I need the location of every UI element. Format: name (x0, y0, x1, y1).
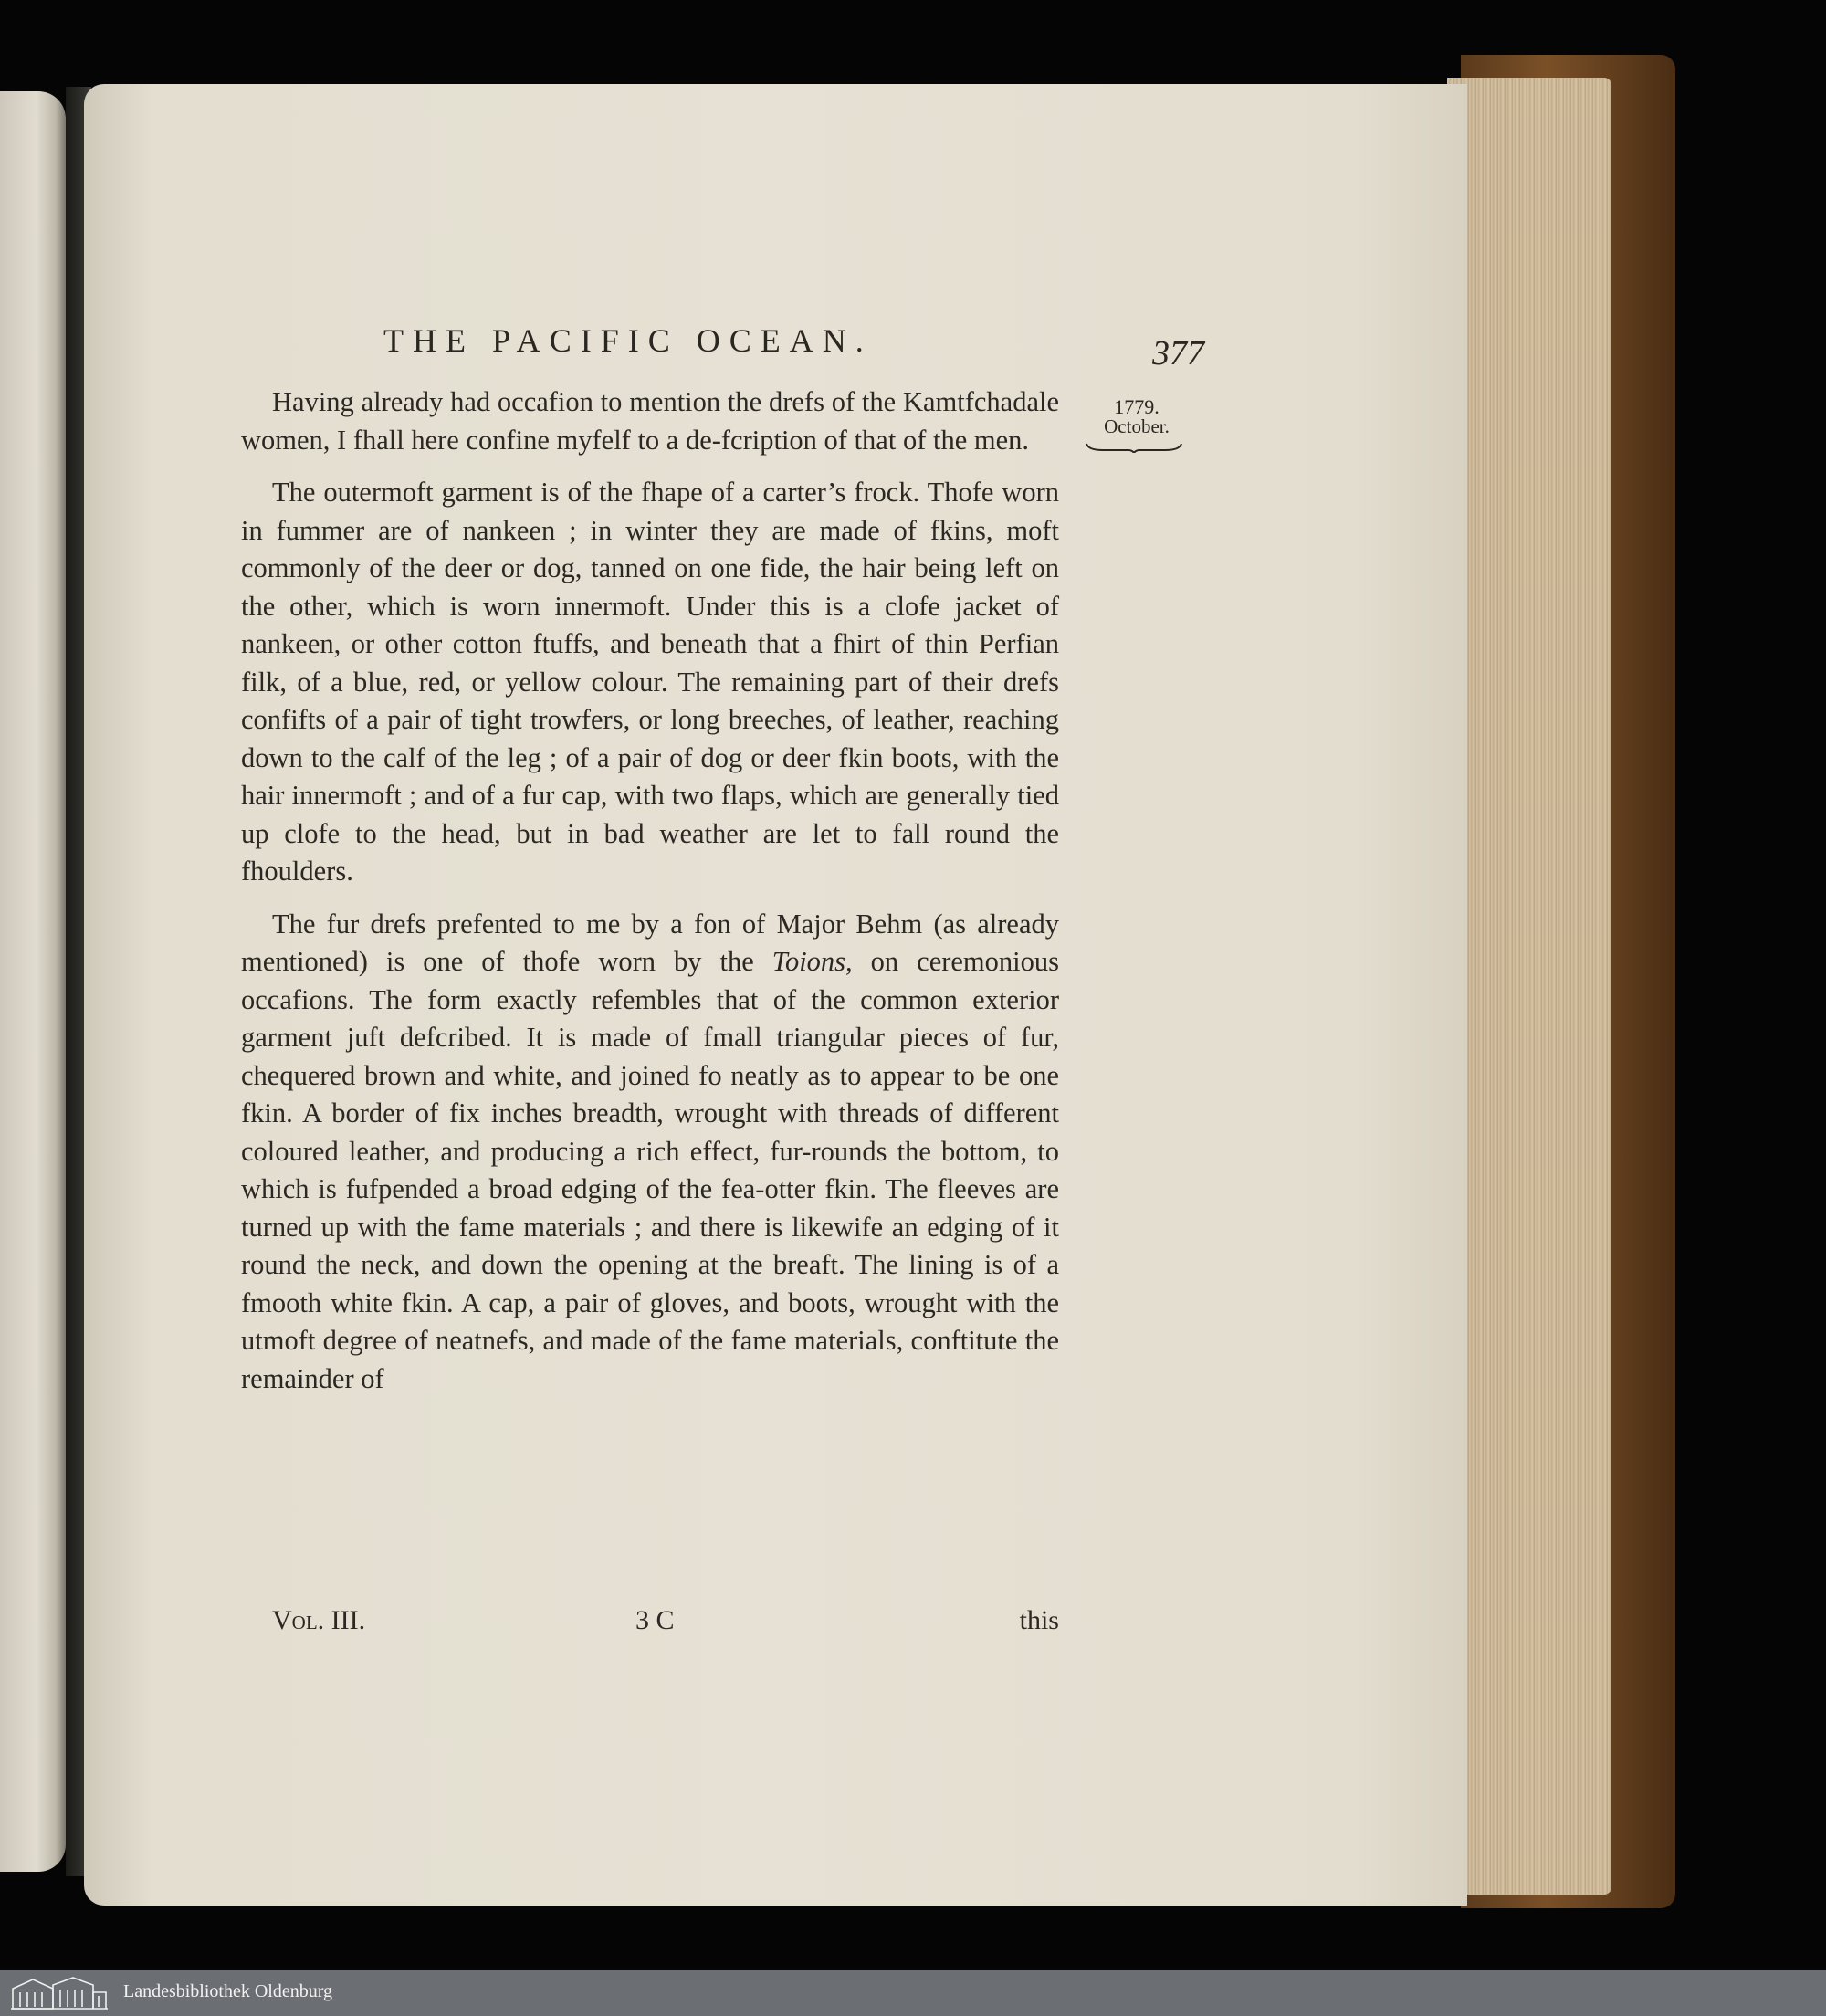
italic-term: Toions, (771, 946, 853, 977)
paragraph-rest: on ceremonious occafions. The form exactly refembles that of the common exterior garment juft defcribed. It is made of fmall triangular pieces of fur, chequered brown and white, and joined fo neatly as to appear to be one fkin. A border of fix inches breadth, wrought with threads of different coloured leather, and producing a rich effect, fur-rounds the bottom, to which is fufpended a broad edging of the fea-otter fkin. The fleeves are turned up with the fame materials ; and there is likewife an edging of it round the neck, and down the opening at the breaft. The lining is of a fmooth white fkin. A cap, a pair of gloves, and boots, wrought with the utmoft degree of neatnefs, and made of the fame materials, conftitute the remainder of (241, 946, 1060, 1394)
signature-mark: 3 C (635, 1605, 675, 1635)
page-footer (241, 1605, 1059, 1643)
paragraph: The outermoft garment is of the fhape of a carter’s frock. Thofe worn in fummer are of nankeen ; in winter they are made of fkins, moft commonly of the deer or dog, tanned on one fide, the hair being left on the other, which is worn innermoft. Under this is a clofe jacket of nankeen, or other cotton ftuffs, and beneath that a fhirt of thin Perfian filk, of a blue, red, or yellow colour. The remaining part of their drefs confifts of a pair of tight trowfers, or long breeches, of leather, reaching down to the calf of the leg ; of a pair of dog or deer fkin boots, with the hair innermoft ; and of a fur cap, with two flaps, which are generally tied up clofe to the head, but in bad weather are let to fall round the fhoulders. (241, 477, 1059, 887)
margin-note-month: October. (1104, 415, 1170, 437)
library-building-icon (9, 1976, 110, 2011)
page-edges (1447, 78, 1611, 1895)
paragraph-start: The fur drefs prefented to me by a fon of Major Behm (272, 908, 923, 940)
library-bar (0, 1970, 1826, 2016)
catchword: this (1019, 1605, 1059, 1635)
margin-brace-icon (1085, 442, 1183, 453)
library-label: Landesbibliothek Oldenburg (123, 1981, 333, 2001)
left-page-edge (0, 91, 66, 1872)
paragraph-continued: (as already mentioned) is one of thofe worn by the (241, 908, 1059, 977)
paragraph (241, 906, 1059, 1399)
volume-label: Vol. III. (272, 1605, 366, 1635)
margin-note-year: 1779. (1114, 395, 1160, 418)
page-number: 377 (1152, 334, 1204, 373)
body-text (241, 383, 1059, 1412)
running-title: THE PACIFIC OCEAN. (383, 322, 873, 359)
paragraph: Having already had occafion to mention the drefs of the Kamtfchadale women, I fhall here confine myfelf to a de-fcription of that of the men. (241, 386, 1059, 456)
